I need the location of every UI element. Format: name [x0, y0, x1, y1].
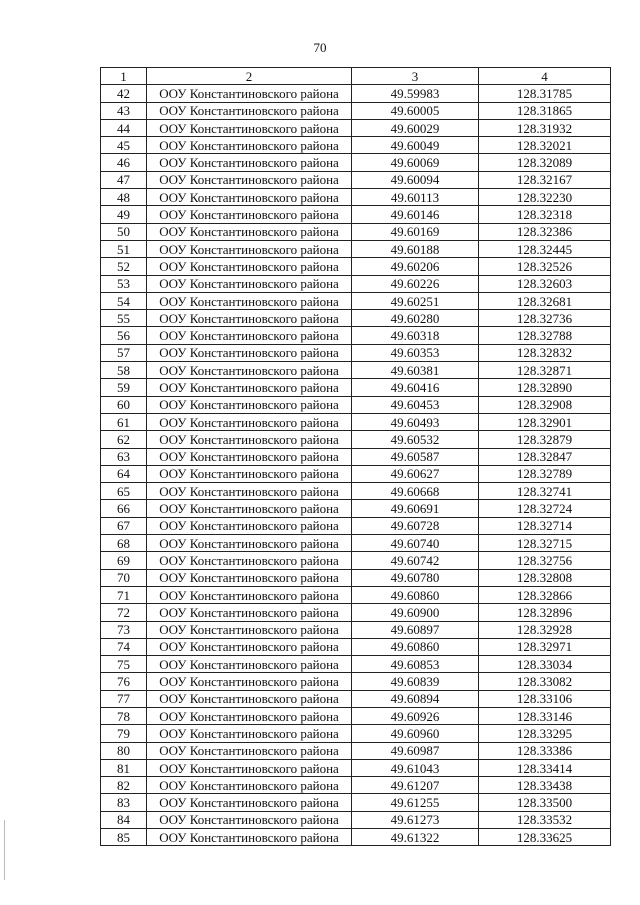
cell-name: ООУ Константиновского района: [147, 448, 352, 465]
cell-number: 76: [101, 673, 147, 690]
cell-latitude: 49.61273: [352, 811, 479, 828]
cell-number: 43: [101, 102, 147, 119]
cell-latitude: 49.60113: [352, 189, 479, 206]
cell-number: 62: [101, 431, 147, 448]
table-row: [101, 535, 611, 552]
cell-name: ООУ Константиновского района: [147, 362, 352, 379]
table-row: [101, 569, 611, 586]
cell-longitude: 128.32386: [479, 223, 611, 240]
table-row: [101, 206, 611, 223]
cell-number: 61: [101, 413, 147, 430]
cell-longitude: 128.33146: [479, 707, 611, 724]
cell-latitude: 49.60960: [352, 725, 479, 742]
cell-longitude: 128.32089: [479, 154, 611, 171]
cell-name: ООУ Константиновского района: [147, 794, 352, 811]
cell-longitude: 128.32021: [479, 137, 611, 154]
table-row: [101, 586, 611, 603]
cell-longitude: 128.32736: [479, 310, 611, 327]
table-row: [101, 604, 611, 621]
cell-latitude: 49.61255: [352, 794, 479, 811]
cell-number: 48: [101, 189, 147, 206]
cell-number: 68: [101, 535, 147, 552]
cell-latitude: 49.60668: [352, 483, 479, 500]
cell-latitude: 49.60206: [352, 258, 479, 275]
cell-longitude: 128.31865: [479, 102, 611, 119]
column-header-name: 2: [147, 68, 352, 85]
cell-name: ООУ Константиновского района: [147, 292, 352, 309]
cell-latitude: 49.60587: [352, 448, 479, 465]
cell-latitude: 49.60381: [352, 362, 479, 379]
cell-name: ООУ Константиновского района: [147, 673, 352, 690]
cell-latitude: 49.60728: [352, 517, 479, 534]
cell-number: 69: [101, 552, 147, 569]
cell-latitude: 49.60226: [352, 275, 479, 292]
cell-number: 44: [101, 119, 147, 136]
table-row: [101, 794, 611, 811]
cell-name: ООУ Константиновского района: [147, 396, 352, 413]
cell-longitude: 128.32890: [479, 379, 611, 396]
cell-longitude: 128.33106: [479, 690, 611, 707]
table-row: [101, 707, 611, 724]
cell-longitude: 128.31785: [479, 85, 611, 102]
cell-latitude: 49.60188: [352, 240, 479, 257]
cell-number: 54: [101, 292, 147, 309]
table-row: [101, 777, 611, 794]
cell-latitude: 49.60251: [352, 292, 479, 309]
cell-name: ООУ Константиновского района: [147, 240, 352, 257]
table-row: [101, 396, 611, 413]
table-row: [101, 189, 611, 206]
cell-longitude: 128.32724: [479, 500, 611, 517]
cell-name: ООУ Константиновского района: [147, 759, 352, 776]
cell-number: 79: [101, 725, 147, 742]
cell-name: ООУ Константиновского района: [147, 102, 352, 119]
cell-name: ООУ Константиновского района: [147, 223, 352, 240]
cell-longitude: 128.32714: [479, 517, 611, 534]
cell-name: ООУ Константиновского района: [147, 690, 352, 707]
column-header-number: 1: [101, 68, 147, 85]
table-row: [101, 500, 611, 517]
cell-number: 45: [101, 137, 147, 154]
table-row: [101, 483, 611, 500]
cell-longitude: 128.32901: [479, 413, 611, 430]
cell-name: ООУ Константиновского района: [147, 189, 352, 206]
cell-name: ООУ Константиновского района: [147, 327, 352, 344]
cell-longitude: 128.32318: [479, 206, 611, 223]
cell-latitude: 49.60416: [352, 379, 479, 396]
cell-name: ООУ Константиновского района: [147, 275, 352, 292]
cell-longitude: 128.32681: [479, 292, 611, 309]
cell-longitude: 128.32908: [479, 396, 611, 413]
cell-name: ООУ Константиновского района: [147, 413, 352, 430]
table-row: [101, 344, 611, 361]
cell-name: ООУ Константиновского района: [147, 119, 352, 136]
cell-name: ООУ Константиновского района: [147, 725, 352, 742]
cell-name: ООУ Константиновского района: [147, 258, 352, 275]
cell-latitude: 49.60740: [352, 535, 479, 552]
cell-number: 77: [101, 690, 147, 707]
table-row: [101, 552, 611, 569]
cell-longitude: 128.32879: [479, 431, 611, 448]
cell-longitude: 128.32832: [479, 344, 611, 361]
cell-latitude: 49.60453: [352, 396, 479, 413]
cell-longitude: 128.31932: [479, 119, 611, 136]
cell-number: 80: [101, 742, 147, 759]
cell-latitude: 49.60146: [352, 206, 479, 223]
cell-number: 74: [101, 638, 147, 655]
table-row: [101, 240, 611, 257]
cell-number: 56: [101, 327, 147, 344]
cell-latitude: 49.60780: [352, 569, 479, 586]
cell-number: 50: [101, 223, 147, 240]
cell-name: ООУ Константиновского района: [147, 829, 352, 846]
cell-name: ООУ Константиновского района: [147, 483, 352, 500]
cell-name: ООУ Константиновского района: [147, 604, 352, 621]
cell-longitude: 128.32715: [479, 535, 611, 552]
table-row: [101, 292, 611, 309]
table-row: [101, 102, 611, 119]
cell-number: 46: [101, 154, 147, 171]
table-row: [101, 119, 611, 136]
column-header-latitude: 3: [352, 68, 479, 85]
cell-number: 64: [101, 465, 147, 482]
cell-name: ООУ Константиновского района: [147, 552, 352, 569]
table-row: [101, 137, 611, 154]
cell-number: 75: [101, 656, 147, 673]
table-row: [101, 621, 611, 638]
cell-number: 55: [101, 310, 147, 327]
table-row: [101, 154, 611, 171]
cell-latitude: 49.60280: [352, 310, 479, 327]
cell-latitude: 49.60860: [352, 586, 479, 603]
cell-latitude: 49.60169: [352, 223, 479, 240]
cell-name: ООУ Константиновского района: [147, 742, 352, 759]
cell-number: 57: [101, 344, 147, 361]
cell-latitude: 49.60493: [352, 413, 479, 430]
cell-longitude: 128.32603: [479, 275, 611, 292]
table-row: [101, 85, 611, 102]
cell-number: 51: [101, 240, 147, 257]
cell-latitude: 49.60900: [352, 604, 479, 621]
cell-latitude: 49.60069: [352, 154, 479, 171]
cell-latitude: 49.61207: [352, 777, 479, 794]
table-row: [101, 725, 611, 742]
table-row: [101, 742, 611, 759]
cell-name: ООУ Константиновского района: [147, 431, 352, 448]
cell-longitude: 128.32167: [479, 171, 611, 188]
cell-longitude: 128.32896: [479, 604, 611, 621]
table-row: [101, 310, 611, 327]
cell-number: 85: [101, 829, 147, 846]
cell-number: 84: [101, 811, 147, 828]
cell-longitude: 128.33295: [479, 725, 611, 742]
table-row: [101, 759, 611, 776]
cell-number: 58: [101, 362, 147, 379]
cell-latitude: 49.60897: [352, 621, 479, 638]
cell-longitude: 128.33625: [479, 829, 611, 846]
cell-longitude: 128.33082: [479, 673, 611, 690]
cell-name: ООУ Константиновского района: [147, 171, 352, 188]
cell-latitude: 49.60532: [352, 431, 479, 448]
cell-name: ООУ Константиновского района: [147, 656, 352, 673]
cell-name: ООУ Константиновского района: [147, 707, 352, 724]
cell-longitude: 128.32871: [479, 362, 611, 379]
cell-name: ООУ Константиновского района: [147, 517, 352, 534]
cell-number: 82: [101, 777, 147, 794]
cell-number: 83: [101, 794, 147, 811]
cell-latitude: 49.60926: [352, 707, 479, 724]
cell-number: 78: [101, 707, 147, 724]
cell-latitude: 49.60049: [352, 137, 479, 154]
cell-latitude: 49.61043: [352, 759, 479, 776]
cell-longitude: 128.33414: [479, 759, 611, 776]
cell-number: 42: [101, 85, 147, 102]
cell-name: ООУ Константиновского района: [147, 206, 352, 223]
column-header-longitude: 4: [479, 68, 611, 85]
cell-latitude: 49.60894: [352, 690, 479, 707]
table-row: [101, 379, 611, 396]
cell-number: 67: [101, 517, 147, 534]
cell-number: 53: [101, 275, 147, 292]
table-row: [101, 327, 611, 344]
cell-longitude: 128.32789: [479, 465, 611, 482]
cell-name: ООУ Константиновского района: [147, 137, 352, 154]
cell-latitude: 49.60318: [352, 327, 479, 344]
cell-name: ООУ Константиновского района: [147, 379, 352, 396]
cell-number: 65: [101, 483, 147, 500]
coordinates-table: [100, 67, 611, 846]
cell-name: ООУ Константиновского района: [147, 586, 352, 603]
cell-name: ООУ Константиновского района: [147, 777, 352, 794]
table-row: [101, 431, 611, 448]
cell-longitude: 128.32756: [479, 552, 611, 569]
cell-name: ООУ Константиновского района: [147, 638, 352, 655]
cell-latitude: 49.60029: [352, 119, 479, 136]
table-row: [101, 362, 611, 379]
page-number: 70: [313, 40, 327, 55]
cell-longitude: 128.33500: [479, 794, 611, 811]
cell-latitude: 49.60839: [352, 673, 479, 690]
table-row: [101, 413, 611, 430]
cell-number: 60: [101, 396, 147, 413]
cell-name: ООУ Константиновского района: [147, 465, 352, 482]
cell-latitude: 49.60860: [352, 638, 479, 655]
cell-latitude: 49.60691: [352, 500, 479, 517]
cell-name: ООУ Константиновского района: [147, 535, 352, 552]
cell-number: 70: [101, 569, 147, 586]
cell-number: 81: [101, 759, 147, 776]
cell-longitude: 128.32230: [479, 189, 611, 206]
cell-latitude: 49.60094: [352, 171, 479, 188]
table-row: [101, 673, 611, 690]
cell-number: 49: [101, 206, 147, 223]
cell-latitude: 49.60853: [352, 656, 479, 673]
table-row: [101, 656, 611, 673]
cell-number: 71: [101, 586, 147, 603]
cell-name: ООУ Константиновского района: [147, 621, 352, 638]
cell-number: 52: [101, 258, 147, 275]
cell-number: 72: [101, 604, 147, 621]
cell-longitude: 128.33438: [479, 777, 611, 794]
table-row: [101, 258, 611, 275]
cell-latitude: 49.60627: [352, 465, 479, 482]
cell-number: 63: [101, 448, 147, 465]
cell-longitude: 128.33532: [479, 811, 611, 828]
cell-name: ООУ Константиновского района: [147, 85, 352, 102]
cell-latitude: 49.60005: [352, 102, 479, 119]
table-body: [101, 85, 611, 846]
cell-longitude: 128.32445: [479, 240, 611, 257]
table-row: [101, 171, 611, 188]
table-row: [101, 275, 611, 292]
cell-latitude: 49.60353: [352, 344, 479, 361]
cell-name: ООУ Константиновского района: [147, 811, 352, 828]
cell-name: ООУ Константиновского района: [147, 500, 352, 517]
table-row: [101, 465, 611, 482]
cell-longitude: 128.32866: [479, 586, 611, 603]
table-row: [101, 829, 611, 846]
cell-latitude: 49.61322: [352, 829, 479, 846]
cell-longitude: 128.33034: [479, 656, 611, 673]
cell-number: 66: [101, 500, 147, 517]
cell-latitude: 49.59983: [352, 85, 479, 102]
cell-number: 47: [101, 171, 147, 188]
cell-number: 73: [101, 621, 147, 638]
table-row: [101, 690, 611, 707]
cell-latitude: 49.60742: [352, 552, 479, 569]
cell-longitude: 128.32741: [479, 483, 611, 500]
cell-longitude: 128.32928: [479, 621, 611, 638]
cell-longitude: 128.32971: [479, 638, 611, 655]
table-header-row: [101, 68, 611, 85]
cell-name: ООУ Константиновского района: [147, 310, 352, 327]
cell-number: 59: [101, 379, 147, 396]
cell-name: ООУ Константиновского района: [147, 344, 352, 361]
cell-longitude: 128.32847: [479, 448, 611, 465]
table-row: [101, 517, 611, 534]
cell-name: ООУ Константиновского района: [147, 154, 352, 171]
table-row: [101, 448, 611, 465]
table-row: [101, 223, 611, 240]
cell-latitude: 49.60987: [352, 742, 479, 759]
cell-name: ООУ Константиновского района: [147, 569, 352, 586]
table-row: [101, 811, 611, 828]
cell-longitude: 128.32808: [479, 569, 611, 586]
cell-longitude: 128.32526: [479, 258, 611, 275]
cell-longitude: 128.32788: [479, 327, 611, 344]
table-row: [101, 638, 611, 655]
scan-edge-mark: [4, 820, 5, 880]
cell-longitude: 128.33386: [479, 742, 611, 759]
